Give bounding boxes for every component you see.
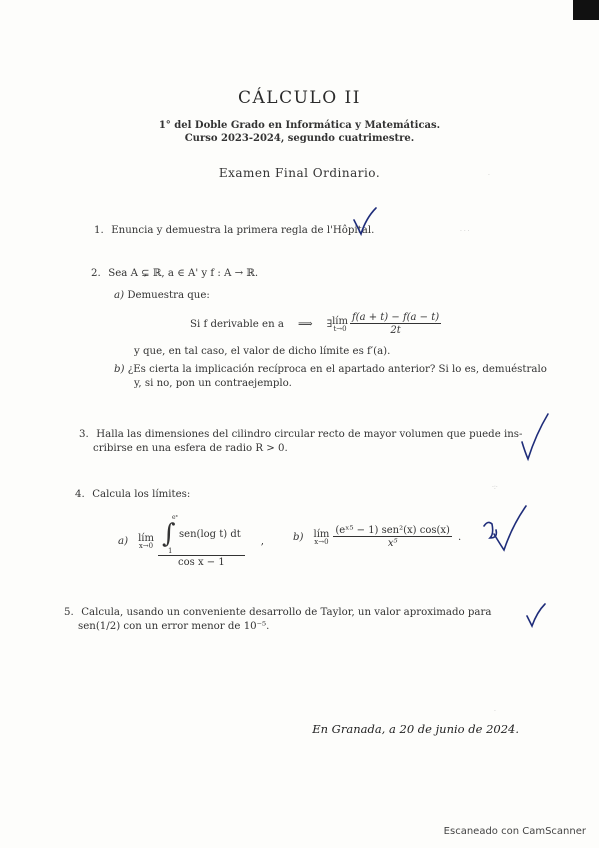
check-mark-icon xyxy=(482,504,528,552)
question-2b-label: b) xyxy=(114,364,125,375)
question-2a-label: a) xyxy=(114,290,125,301)
question-4b-label: b) xyxy=(293,531,304,543)
question-1-text: Enuncia y demuestra la primera regla de l'Hôpital. xyxy=(111,225,375,236)
formula-fraction xyxy=(350,312,441,336)
scan-speck: · xyxy=(494,708,496,715)
question-4-separator: , xyxy=(260,535,265,547)
question-2-number: 2. xyxy=(91,268,101,279)
question-4b-denominator: x⁵ xyxy=(387,538,398,549)
check-mark-icon xyxy=(525,602,547,628)
formula-limit-under: t→0 xyxy=(333,324,347,333)
question-4a-fraction xyxy=(158,514,245,568)
question-2b xyxy=(114,364,547,375)
question-4b-fraction xyxy=(333,525,452,549)
question-2-text: Sea A ⊊ ℝ, a ∈ A' y f : A → ℝ. xyxy=(108,268,259,279)
question-5 xyxy=(64,607,491,618)
exam-name: Examen Final Ordinario. xyxy=(218,166,381,180)
question-2a-text: Demuestra que: xyxy=(127,290,210,301)
scan-corner-mark xyxy=(573,0,599,20)
question-4b-numerator: (eˣ⁵ − 1) sen²(x) cos(x) xyxy=(335,525,450,536)
question-2b-line-2: y, si no, pon un contraejemplo. xyxy=(134,378,292,389)
question-2a-conclusion: y que, en tal caso, el valor de dicho límite es f′(a). xyxy=(134,346,391,357)
degree-line: 1° del Doble Grado en Informática y Matemáticas. xyxy=(158,120,441,131)
question-1-number: 1. xyxy=(94,225,104,236)
integral-upper: eˣ xyxy=(171,514,179,521)
question-2a xyxy=(114,290,210,301)
question-4a-limit xyxy=(138,533,154,550)
formula-exists: ∃ xyxy=(326,318,333,330)
check-mark-icon xyxy=(352,206,378,236)
question-2b-line-1: ¿Es cierta la implicación recíproca en el apartado anterior? Si lo es, demuéstralo xyxy=(127,364,547,375)
question-4a-limit-under: x→0 xyxy=(138,541,154,550)
question-4b xyxy=(293,525,461,549)
question-4a-numerator xyxy=(158,514,245,556)
question-4b-limit-word: lím xyxy=(313,528,330,540)
question-2-stem xyxy=(91,268,258,279)
scan-speck: ·:· xyxy=(492,484,498,491)
integral-bounds xyxy=(162,514,178,555)
course-line: Curso 2023-2024, segundo cuatrimestre. xyxy=(184,133,415,144)
check-mark-icon xyxy=(520,412,550,462)
question-2a-formula xyxy=(190,312,441,336)
question-4a xyxy=(118,514,264,568)
question-3-line-1: Halla las dimensiones del cilindro circular recto de mayor volumen que puede ins- xyxy=(96,429,523,440)
scan-speck: · · · xyxy=(460,228,470,235)
question-5-number: 5. xyxy=(64,607,74,618)
integral-lower: 1 xyxy=(167,547,173,555)
question-4a-limit-word: lím xyxy=(138,532,154,544)
question-5-line-1: Calcula, usando un conveniente desarrollo de Taylor, un valor aproximado para xyxy=(81,607,492,618)
integrand: sen(log t) dt xyxy=(179,529,241,540)
question-1 xyxy=(94,225,374,236)
question-4b-limit-under: x→0 xyxy=(314,537,329,546)
formula-limit xyxy=(332,316,348,333)
question-4-number: 4. xyxy=(75,489,85,500)
formula-arrow: ⟹ xyxy=(297,318,313,330)
question-4 xyxy=(75,489,190,500)
formula-denominator: 2t xyxy=(390,325,401,336)
question-3-number: 3. xyxy=(79,429,89,440)
place-date-signature: En Granada, a 20 de junio de 2024. xyxy=(312,722,519,736)
question-4a-denominator: cos x − 1 xyxy=(178,557,225,568)
formula-numerator: f(a + t) − f(a − t) xyxy=(351,312,440,323)
question-4a-label: a) xyxy=(118,535,129,547)
scanner-watermark: Escaneado con CamScanner xyxy=(443,826,586,837)
integral-icon: ∫ xyxy=(161,519,176,549)
page-title: CÁLCULO II xyxy=(238,88,361,108)
question-5-line-2: sen(1/2) con un error menor de 10⁻⁵. xyxy=(78,621,270,632)
formula-limit-word: lím xyxy=(332,315,348,327)
formula-hypothesis: Si f derivable en a xyxy=(190,318,284,330)
question-4b-limit xyxy=(314,529,330,546)
question-3 xyxy=(79,429,522,440)
question-4-end: . xyxy=(457,531,462,543)
question-4-text: Calcula los límites: xyxy=(92,489,191,500)
question-3-line-2: cribirse en una esfera de radio R > 0. xyxy=(93,443,288,454)
scan-speck: · xyxy=(488,172,490,179)
